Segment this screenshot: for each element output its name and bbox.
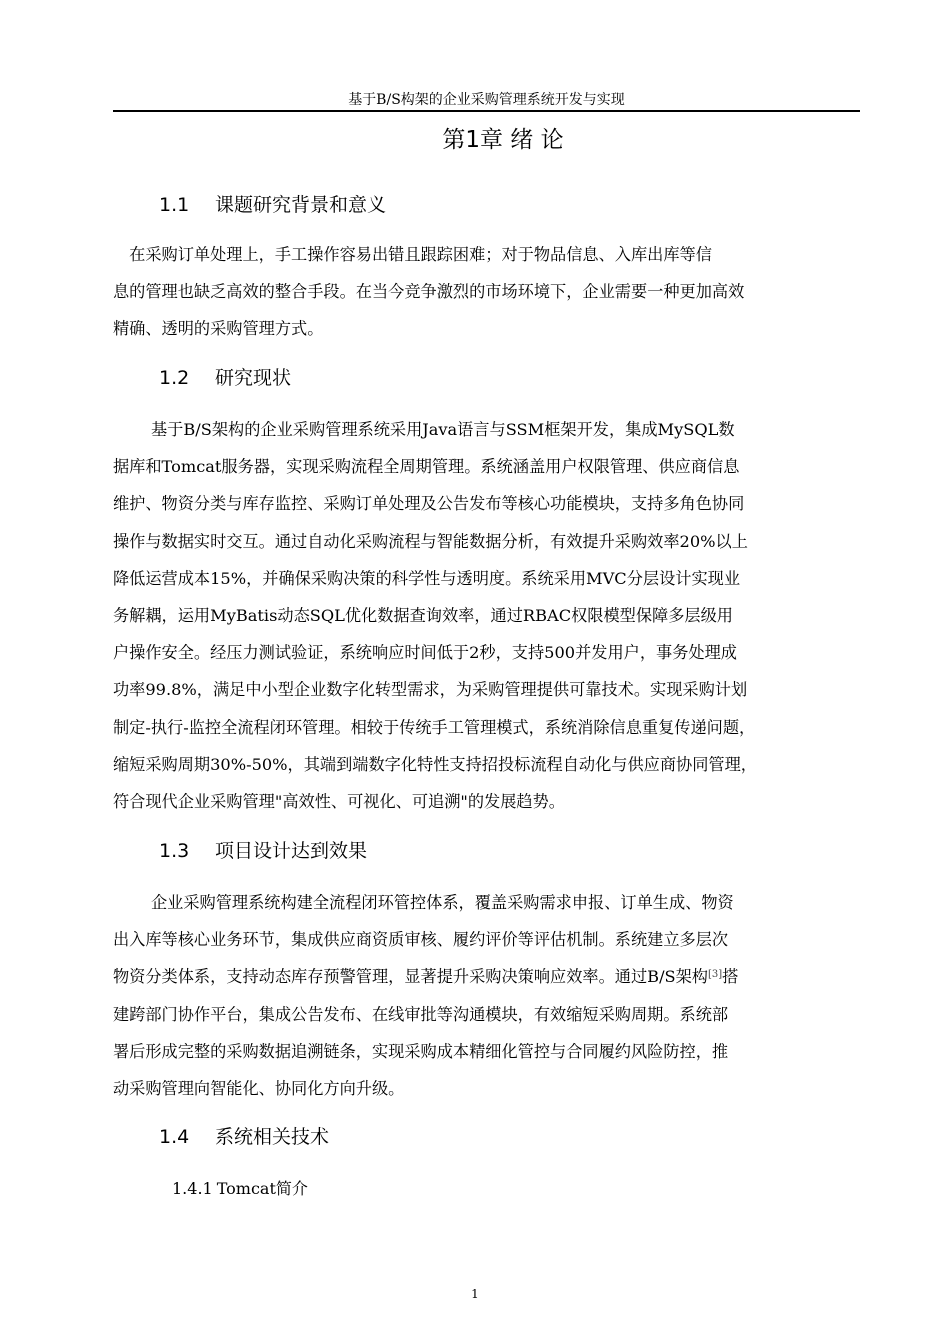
paragraph-line: 署后形成完整的采购数据追溯链条，实现采购成本精细化管控与合同履约风险防控，推 <box>113 1041 729 1061</box>
paragraph-line: 务解耦，运用MyBatis动态SQL优化数据查询效率，通过RBAC权限模型保障多层级用 <box>113 605 733 625</box>
paragraph-line: 符合现代企业采购管理"高效性、可视化、可追溯"的发展趋势。 <box>113 791 565 811</box>
section-number: 1.2 <box>159 367 190 389</box>
section-number: 1.4 <box>159 1126 190 1148</box>
paragraph-line: 出入库等核心业务环节，集成供应商资质审核、履约评价等评估机制。系统建立多层次 <box>113 930 729 950</box>
paragraph-line: 户操作安全。经压力测试验证，系统响应时间低于2秒，支持500并发用户，事务处理成 <box>113 643 737 663</box>
subsection-heading-1-4-1 <box>172 1177 308 1201</box>
paragraph-line: 缩短采购周期30%-50%，其端到端数字化特性支持招投标流程自动化与供应商协同管理， <box>113 754 757 774</box>
subsection-number: 1.4.1 <box>172 1179 213 1198</box>
paragraph-line: 维护、物资分类与库存监控、采购订单处理及公告发布等核心功能模块，支持多角色协同 <box>113 494 745 514</box>
running-header: 基于B/S构架的企业采购管理系统开发与实现 <box>348 92 625 108</box>
page-number: 1 <box>471 1287 479 1301</box>
paragraph-line: 在采购订单处理上，手工操作容易出错且跟踪困难；对于物品信息、入库出库等信 <box>113 245 712 264</box>
paragraph-line: 动采购管理向智能化、协同化方向升级。 <box>113 1078 405 1098</box>
section-number: 1.3 <box>159 840 190 862</box>
section-number: 1.1 <box>159 194 190 216</box>
section-title: 项目设计达到效果 <box>215 840 368 862</box>
line-text: 搭 <box>722 967 739 987</box>
section-heading-1-3 <box>159 837 367 865</box>
paragraph-line: 企业采购管理系统构建全流程闭环管控体系，覆盖采购需求申报、订单生成、物资 <box>151 893 734 912</box>
paragraph-line: 据库和Tomcat服务器，实现采购流程全周期管理。系统涵盖用户权限管理、供应商信息 <box>113 457 740 477</box>
section-heading-1-4 <box>159 1123 329 1151</box>
paragraph-line-with-citation <box>113 958 738 995</box>
paragraph-line: 操作与数据实时交互。通过自动化采购流程与智能数据分析，有效提升采购效率20%以上 <box>113 531 748 551</box>
line-text: 物资分类体系，支持动态库存预警管理，显著提升采购决策响应效率。通过B/S架构 <box>113 967 708 987</box>
header-rule <box>113 110 860 112</box>
section-title: 研究现状 <box>215 367 292 389</box>
section-heading-1-1 <box>159 191 386 219</box>
citation-reference[interactable]: [3] <box>708 969 723 981</box>
chapter-title: 第1章 绪 论 <box>442 127 564 153</box>
paragraph-line: 降低运营成本15%，并确保采购决策的科学性与透明度。系统采用MVC分层设计实现业 <box>113 568 741 588</box>
paragraph-line: 制定-执行-监控全流程闭环管理。相较于传统手工管理模式，系统消除信息重复传递问题， <box>113 717 756 737</box>
section-heading-1-2 <box>159 364 291 392</box>
section-title: 课题研究背景和意义 <box>215 194 387 216</box>
section-title: 系统相关技术 <box>215 1126 330 1148</box>
paragraph-background <box>113 236 744 348</box>
paragraph-design-effect <box>113 884 738 1107</box>
paragraph-research-status <box>113 411 757 820</box>
paragraph-line: 息的管理也缺乏高效的整合手段。在当今竞争激烈的市场环境下，企业需要一种更加高效 <box>113 282 745 302</box>
subsection-title: Tomcat简介 <box>216 1179 308 1198</box>
paragraph-line: 功率99.8%，满足中小型企业数字化转型需求，为采购管理提供可靠技术。实现采购计划 <box>113 680 748 700</box>
paragraph-line: 建跨部门协作平台，集成公告发布、在线审批等沟通模块，有效缩短采购周期。系统部 <box>113 1004 729 1024</box>
paragraph-line: 基于B/S架构的企业采购管理系统采用Java语言与SSM框架开发，集成MySQL数 <box>151 420 735 439</box>
paragraph-line: 精确、透明的采购管理方式。 <box>113 319 324 339</box>
